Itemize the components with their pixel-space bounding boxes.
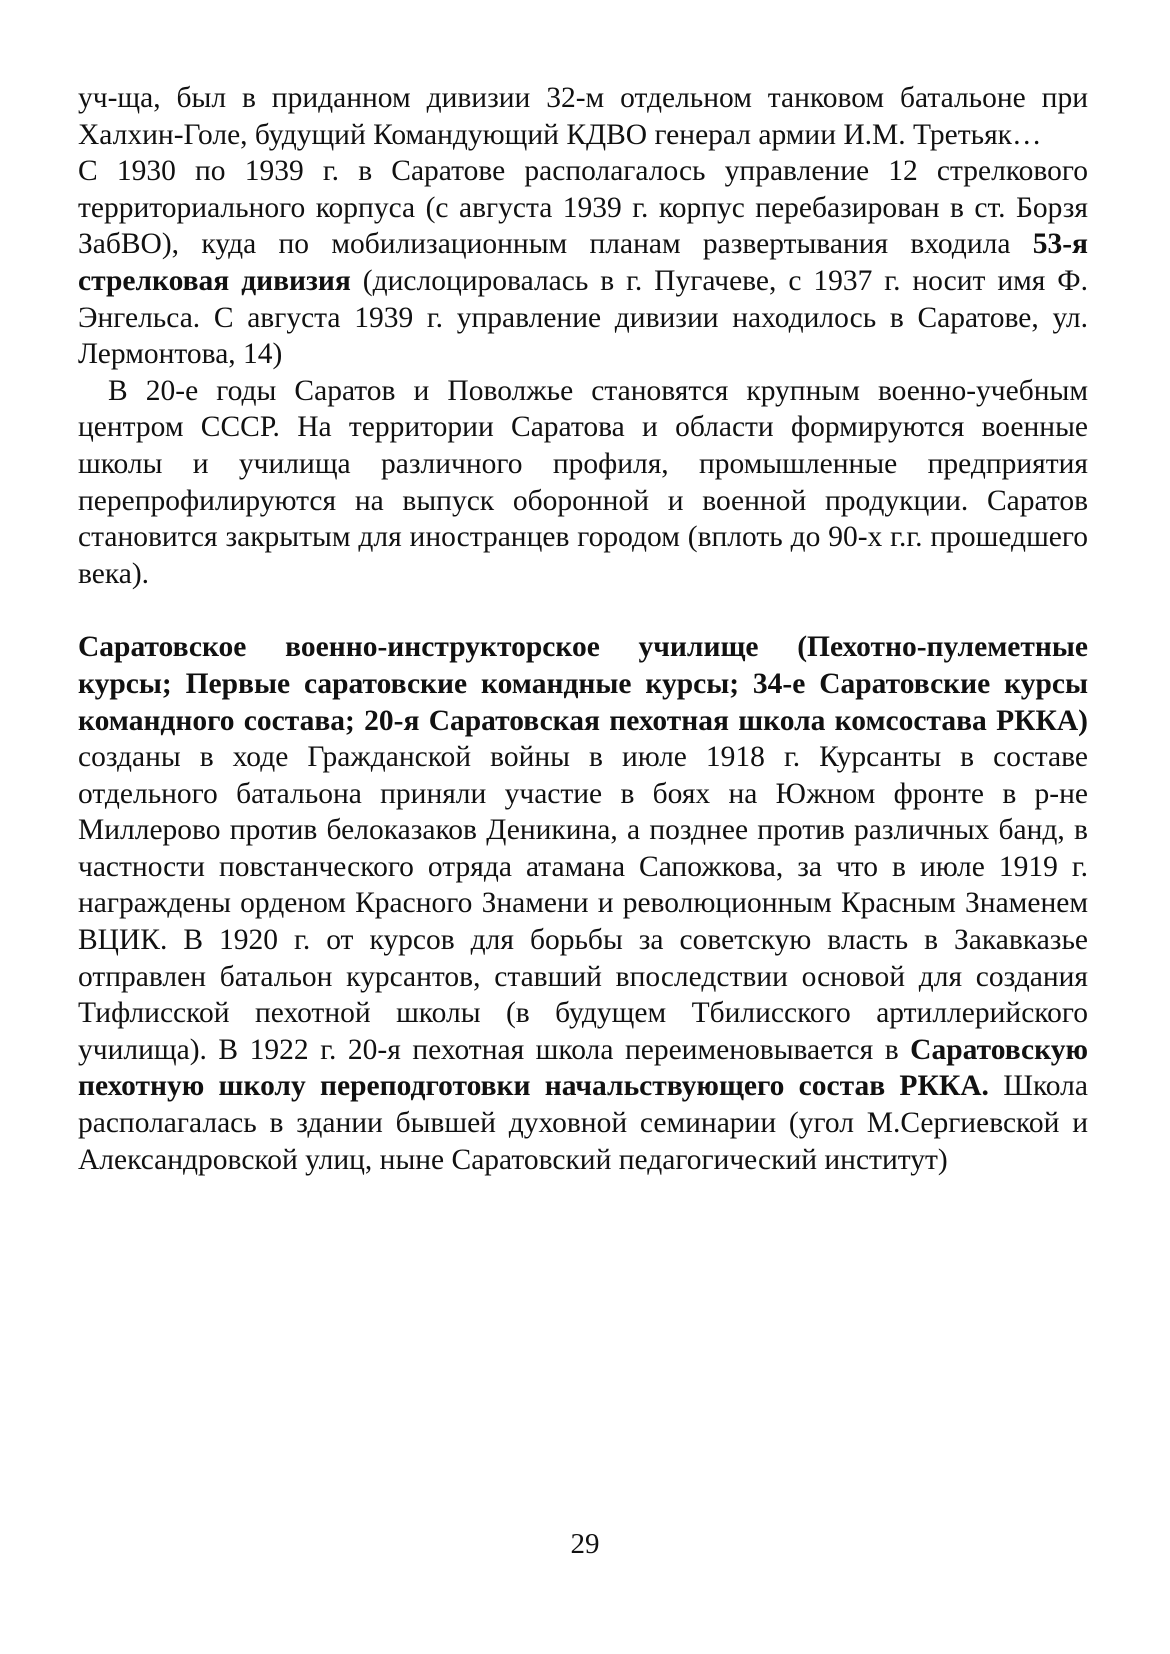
paragraph-text: созданы в ходе Гражданской войны в июле 1918 г. Курсанты в составе отдельного батальона приняли участие в боях на Южном фронте в р-не Миллерово против белоказаков Деникина, а позднее против различных банд, в частности повстанческого отряда атамана Сапожкова, за что в июле 1919 г. награждены орденом Красного Знамени и революционным Красным Знаменем ВЦИК. В 1920 г. от курсов для борьбы за советскую власть в Закавказье отправлен батальон курсантов, ставший впоследствии основой для создания Тифлисской пехотной школы (в будущем Тбилисского артиллерийского училища). В 1922 г. 20-я пехотная школа переименовывается в [78,741,1088,1066]
bold-division-name: 53-я стрелковая дивизия [78,228,1088,297]
paragraph-text: Школа располагалась в здании бывшей духовной семинарии (угол М.Сергиевской и Александровской улиц, ныне Саратовский педагогический институт) [78,1070,1088,1176]
bold-school-names: Саратовское военно-инструкторское училище (Пехотно-пулеметные курсы; Первые саратовские командные курсы; 34-е Саратовские курсы командного состава; 20-я Саратовская пехотная школа комсостава РККА) [78,631,1088,737]
page-number: 29 [570,1528,600,1560]
paragraph-text: В 20-е годы Саратов и Поволжье становятся крупным военно-учебным центром СССР. На территории Саратова и области формируются военные школы и училища различного профиля, промышленные предприятия перепрофилируются на выпуск оборонной и военной продукции. Саратов становится закрытым для иностранцев городом (вплоть до 90-х г.г. прошедшего века). [78,374,1088,590]
paragraph-text: (дислоцировалась в г. Пугачеве, с 1937 г. носит имя Ф. Энгельса. С августа 1939 г. управление дивизии находилось в Саратове, ул. Лермонтова, 14) [78,264,1088,371]
paragraph-spacer [78,592,1088,629]
paragraph-military-center [78,373,1088,593]
paragraph-tretyak [78,80,1088,153]
paragraph-text: уч-ща, был в приданном дивизии 32-м отдельном танковом батальоне при Халхин-Голе, будущий Командующий КДВО генерал армии И.М. Третьяк… [78,82,1088,151]
paragraph-saratov-school [78,629,1088,1178]
document-page [78,80,1088,1178]
paragraph-text: С 1930 по 1939 г. в Саратове располагалось управление 12 стрелкового территориального корпуса (с августа 1939 г. корпус перебазирован в ст. Борзя ЗабВО), куда по мобилизационным планам развертывания входила [78,155,1088,261]
paragraph-rifle-corps [78,153,1088,373]
bold-school-new-name: Саратовскую пехотную школу переподготовки начальствующего состав РККА. [78,1033,1088,1103]
